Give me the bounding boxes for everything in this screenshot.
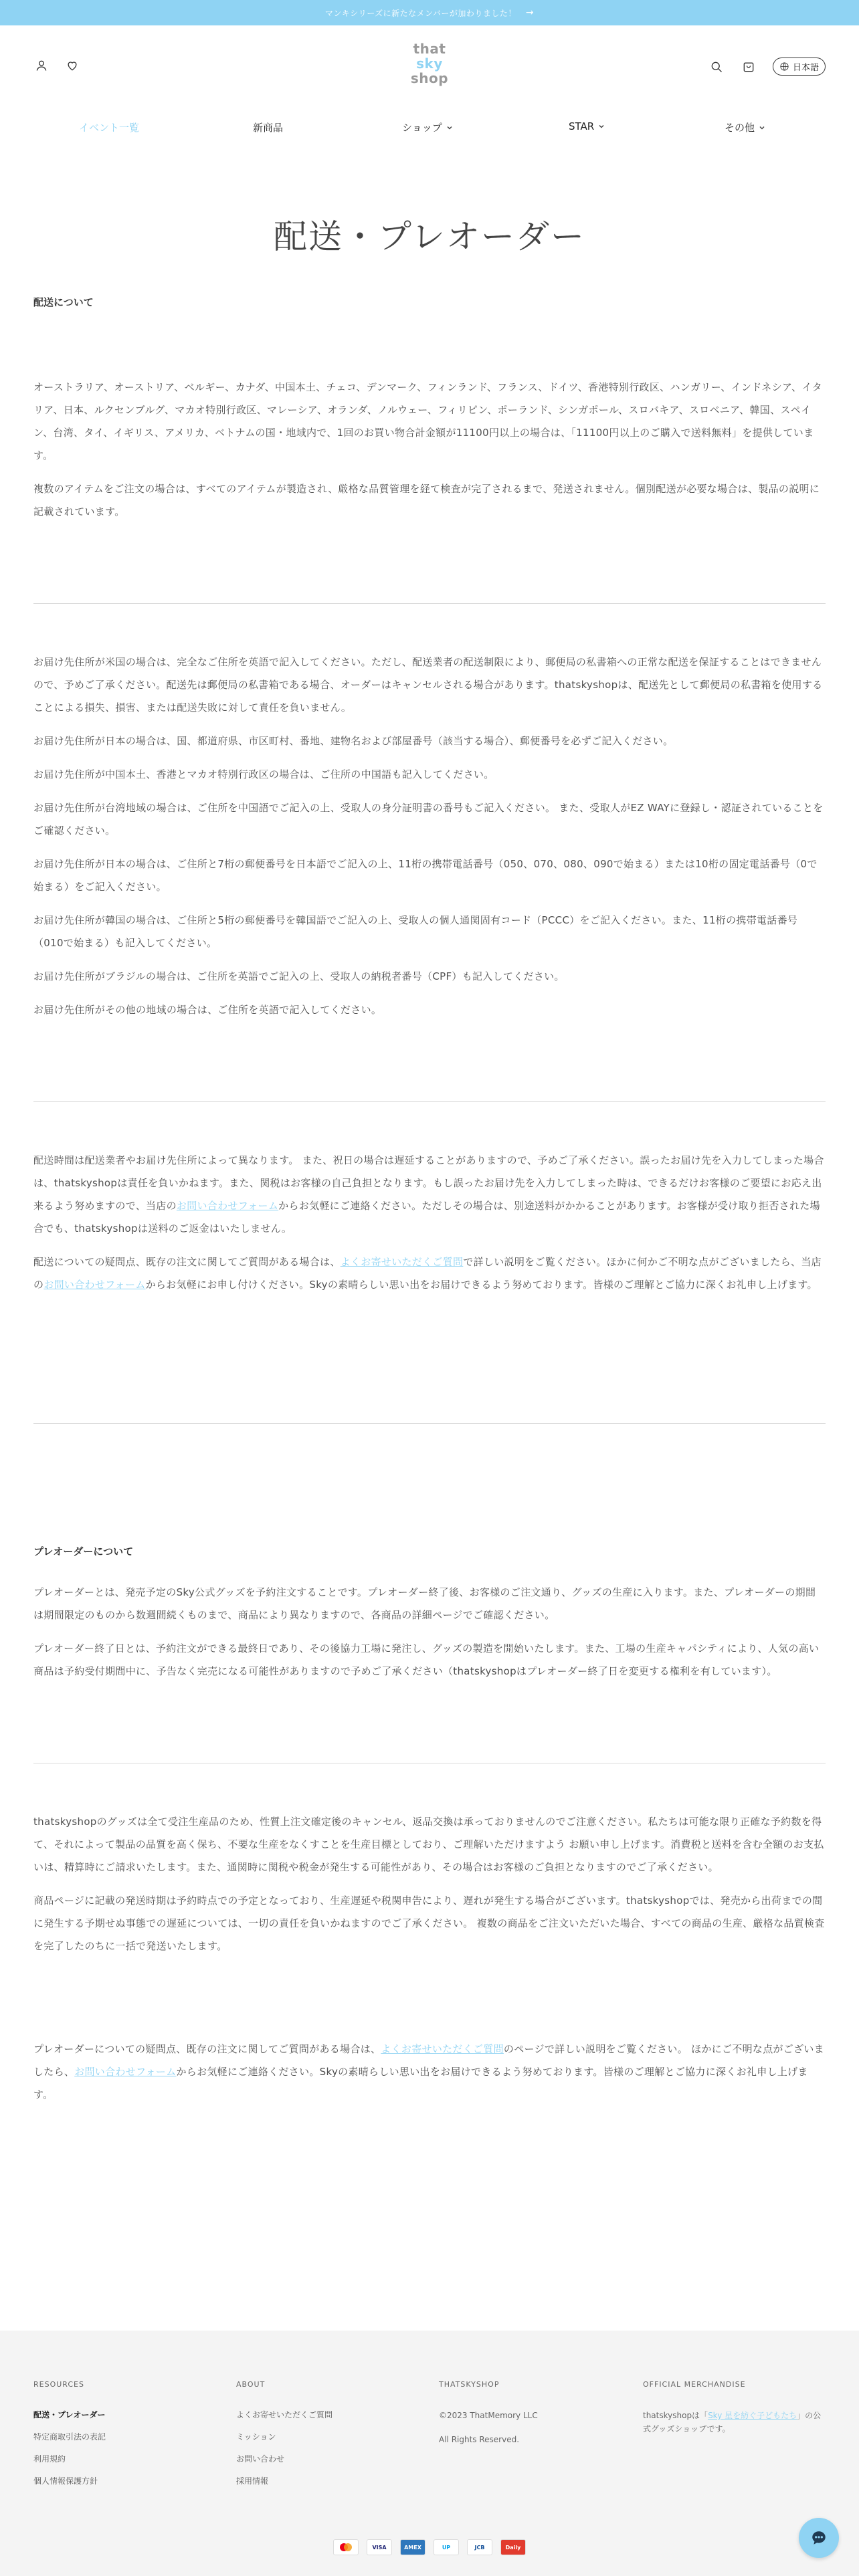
address-china: お届け先住所が中国本土、香港とマカオ特別行政区の場合は、ご住所の中国語も記入してください。 [33,768,494,780]
nav-label: STAR [569,120,595,132]
production-paragraph: thatskyshopのグッズは全て受注生産品のため、性質上注文確定後のキャンセル、返品交換は承っておりませんのでご注意ください。私たちは可能な限り正確な予約数を得て、それによって製品の品質を高く保ち、不要な生産をなくすことを生産目標としており、ご理解いただけますよう お願い申し上げます。消費税と送料を含む全額のお支払いは、精算時にご請求いたします。また、通関時に関税や税金が発生する可能性があり、その場合はお客様のご負担となりますのでご了承ください。 [33,1816,824,1873]
preorder-heading: プレオーダーについて [33,1545,134,1558]
unionpay-icon: UP [434,2539,459,2555]
divider [33,603,826,604]
announcement-text: マンキシリーズに新たなメンバーが加わりました！ [324,8,516,18]
footer-official [643,2380,824,2436]
site-footer [0,2331,859,2576]
footer-heading: THATSKYSHOP [439,2380,500,2389]
page-title: 配送・プレオーダー [274,217,585,256]
nav-label: イベント一覧 [79,122,140,134]
nav-item-new-products[interactable] [253,120,283,134]
footer-link-mission[interactable]: ミッション [236,2432,276,2442]
address-korea: お届け先住所が韓国の場合は、ご住所と5桁の郵便番号を韓国語でご記入の上、受取人の個人通関固有コード（PCCC）をご記入ください。また、11桁の携帯電話番号（010で始まる）も記入してください。 [33,914,798,949]
delivery-questions-paragraph: 配送についての疑問点、既存の注文に関してご質問がある場合は、よくお寄せいただくご質問で詳しい説明をご覧ください。ほかに何かご不明な点がございましたら、当店のお問い合わせフォームからお気軽にお申し付けください。Skyの素晴らしい思い出をお届けできるよう努めております。皆様のご理解とご協力に深くお礼申し上げます。 [33,1256,822,1291]
preorder-end-date: プレオーダー終了日とは、予約注文ができる最終日であり、その後協力工場に発注し、グッズの製造を開始いたします。また、工場の生産キャパシティにより、人気の高い商品は予約受付期間中に、予告なく完売になる可能性がありますので予めご了承ください（thatskyshopはプレオーダー終了日を変更する権利を有しています）。 [33,1642,820,1677]
visa-icon: VISA [367,2539,392,2555]
chevron-down-icon [759,124,765,131]
delivery-time-paragraph: 配送時間は配送業者やお届け先住所によって異なります。 また、祝日の場合は遅延することがありますので、予めご了承ください。誤ったお届け先を入力してしまった場合は、thatskyshopは責任を負いかねます。また、関税はお客様の自己負担となります。もし誤ったお届け先を入力してしまった時は、できるだけお客様のご要望にお応え出来るよう努めますので、当店のお問い合わせフォームからお気軽にご連絡ください。ただしその場合は、別途送料がかかることがあります。お客様が受け取り拒否された場合でも、thatskyshopは送料のご返金はいたしません。 [33,1154,824,1235]
address-us: お届け先住所が米国の場合は、完全なご住所を英語で記入してください。ただし、配送業者の配送制限により、郵便局の私書箱への正常な配送を保証することはできませんので、予めご了承ください。配送先は郵便局の私書箱である場合、オーダーはキャンセルされる場合があります。thatskyshopは、配送先として郵便局の私書箱を使用することによる損失、損害、または配送失敗に対して責任を負いません。 [33,656,823,714]
address-taiwan: お届け先住所が台湾地域の場合は、ご住所を中国語でご記入の上、受取人の身分証明書の番号もご記入ください。 また、受取人がEZ WAYに登録し・認証されていることをご確認ください。 [33,802,824,837]
arrow-right-icon: → [525,7,535,18]
daily-pay-icon: Daily [500,2539,526,2555]
nav-label: 新商品 [253,122,284,134]
payment-methods [0,2539,859,2555]
shipping-heading: 配送について [33,296,94,308]
footer-heading: OFFICIAL MERCHANDISE [643,2380,746,2389]
site-header [0,25,859,106]
chevron-down-icon [598,123,605,130]
contact-form-link[interactable]: お問い合わせフォーム [43,1279,146,1291]
cart-icon[interactable] [741,59,757,75]
footer-heading: RESOURCES [33,2380,84,2389]
chat-support-button[interactable] [799,2518,839,2558]
logo-line-that: that [413,41,446,57]
language-label: 日本語 [792,63,819,73]
account-icon[interactable] [33,58,50,74]
contact-form-link[interactable]: お問い合わせフォーム [176,1200,279,1212]
footer-link-careers[interactable]: 採用情報 [236,2476,269,2486]
footer-rights: All Rights Reserved. [439,2435,520,2444]
address-japan-phone: お届け先住所が日本の場合は、ご住所と7桁の郵便番号を日本語でご記入の上、11桁の携帯電話番号（050、070、080、090で始まる）または10桁の固定電話番号（0で始まる）をご記入ください。 [33,858,818,893]
nav-item-star[interactable] [569,120,605,132]
divider [33,1101,826,1102]
shipping-free-countries: オーストラリア、オーストリア、ベルギー、カナダ、中国本土、チェコ、デンマーク、フィンランド、フランス、ドイツ、香港特別行政区、ハンガリー、インドネシア、イタリア、日本、ルクセンブルグ、マカオ特別行政区、マレーシア、オランダ、ノルウェー、フィリピン、ポーランド、シンガポール、スロバキア、スロベニア、韓国、スペイン、台湾、タイ、イギリス、アメリカ、ベトナムの国・地域内で、1回のお買い物合計金額が11100円以上の場合は、「11100円以上のご購入で送料無料」を提供しています。 [33,381,823,461]
footer-link-privacy[interactable]: 個人情報保護方針 [33,2476,98,2486]
divider [33,1423,826,1424]
chevron-down-icon [446,124,453,131]
shipping-multi-item: 複数のアイテムをご注文の場合は、すべてのアイテムが製造され、厳格な品質管理を経て検査が完了されるまで、発送されません。個別配送が必要な場合は、製品の説明に記載されています。 [33,483,820,518]
site-logo[interactable] [411,41,448,86]
preorder-definition: プレオーダーとは、発売予定のSky公式グッズを予約注文することです。プレオーダー終了後、お客様のご注文通り、グッズの生産に入ります。また、プレオーダーの期間は期間限定のものから数週間続くものまで、商品により異なりますので、各商品の詳細ページでご確認ください。 [33,1586,816,1621]
logo-line-shop: shop [410,70,449,86]
contact-form-link[interactable]: お問い合わせフォーム [74,2066,177,2078]
shipping-schedule-paragraph: 商品ページに記載の発送時期は予約時点での予定となっており、生産遅延や税関申告により、遅れが発生する場合がございます。thatskyshopでは、発売から出荷までの間に発生する予期せぬ事態での遅延については、一切の責任を負いかねますのでご了承ください。 複数の商品をご注文いただいた場合、すべての商品の生産、厳格な品質検査を完了したのちに一括で発送いたします。 [33,1895,825,1952]
footer-link-contact[interactable]: お問い合わせ [236,2454,285,2464]
faq-link[interactable]: よくお寄せいただくご質問 [381,2043,504,2055]
announcement-bar[interactable] [0,0,859,25]
search-icon[interactable] [708,59,725,75]
jcb-icon: JCB [467,2539,492,2555]
footer-thatskyshop [439,2380,626,2446]
address-brazil: お届け先住所がブラジルの場合は、ご住所を英語でご記入の上、受取人の納税者番号（CPF）も記入してください。 [33,970,565,982]
footer-resources [33,2380,221,2497]
chat-icon [810,2529,828,2547]
footer-link-faq[interactable]: よくお寄せいただくご質問 [236,2410,333,2420]
main-nav [0,106,859,146]
mastercard-icon [333,2539,359,2555]
footer-heading: ABOUT [236,2380,266,2389]
nav-item-other[interactable] [725,120,765,134]
preorder-contact-paragraph: プレオーダーについての疑問点、既存の注文に関してご質問がある場合は、よくお寄せいただくご質問のページで詳しい説明をご覧ください。 ほかにご不明な点がございましたら、お問い合わせフォームからお気軽にご連絡ください。Skyの素晴らしい思い出をお届けできるよう努めております。皆様のご理解とご協力に深くお礼申し上げます。 [33,2043,824,2101]
footer-about [236,2380,423,2497]
footer-copyright: ©2023 ThatMemory LLC [439,2411,538,2420]
address-other: お届け先住所がその他の地域の場合は、ご住所を英語で記入してください。 [33,1004,382,1016]
american-express-icon: AMEX [400,2539,425,2555]
sky-game-link[interactable]: Sky 星を紡ぐ子どもたち [708,2411,797,2420]
faq-link[interactable]: よくお寄せいただくご質問 [340,1256,464,1268]
nav-label: ショップ [402,122,442,134]
page-content [0,210,859,2106]
footer-link-legal[interactable]: 特定商取引法の表記 [33,2432,106,2442]
nav-item-shop[interactable] [402,120,453,134]
language-selector[interactable] [773,58,826,76]
logo-line-sky: sky [416,56,443,72]
footer-link-terms[interactable]: 利用規約 [33,2454,66,2464]
footer-official-text: thatskyshopは「Sky 星を紡ぐ子どもたち」の公式グッズショップです。 [643,2411,822,2434]
wishlist-heart-icon[interactable] [64,58,80,74]
nav-item-events[interactable] [79,120,139,134]
address-japan: お届け先住所が日本の場合は、国、都道府県、市区町村、番地、建物名および部屋番号（該当する場合）、郵便番号を必ずご記入ください。 [33,735,674,747]
footer-link-shipping[interactable]: 配送・プレオーダー [33,2410,106,2420]
globe-icon [779,62,789,72]
nav-label: その他 [725,122,755,134]
